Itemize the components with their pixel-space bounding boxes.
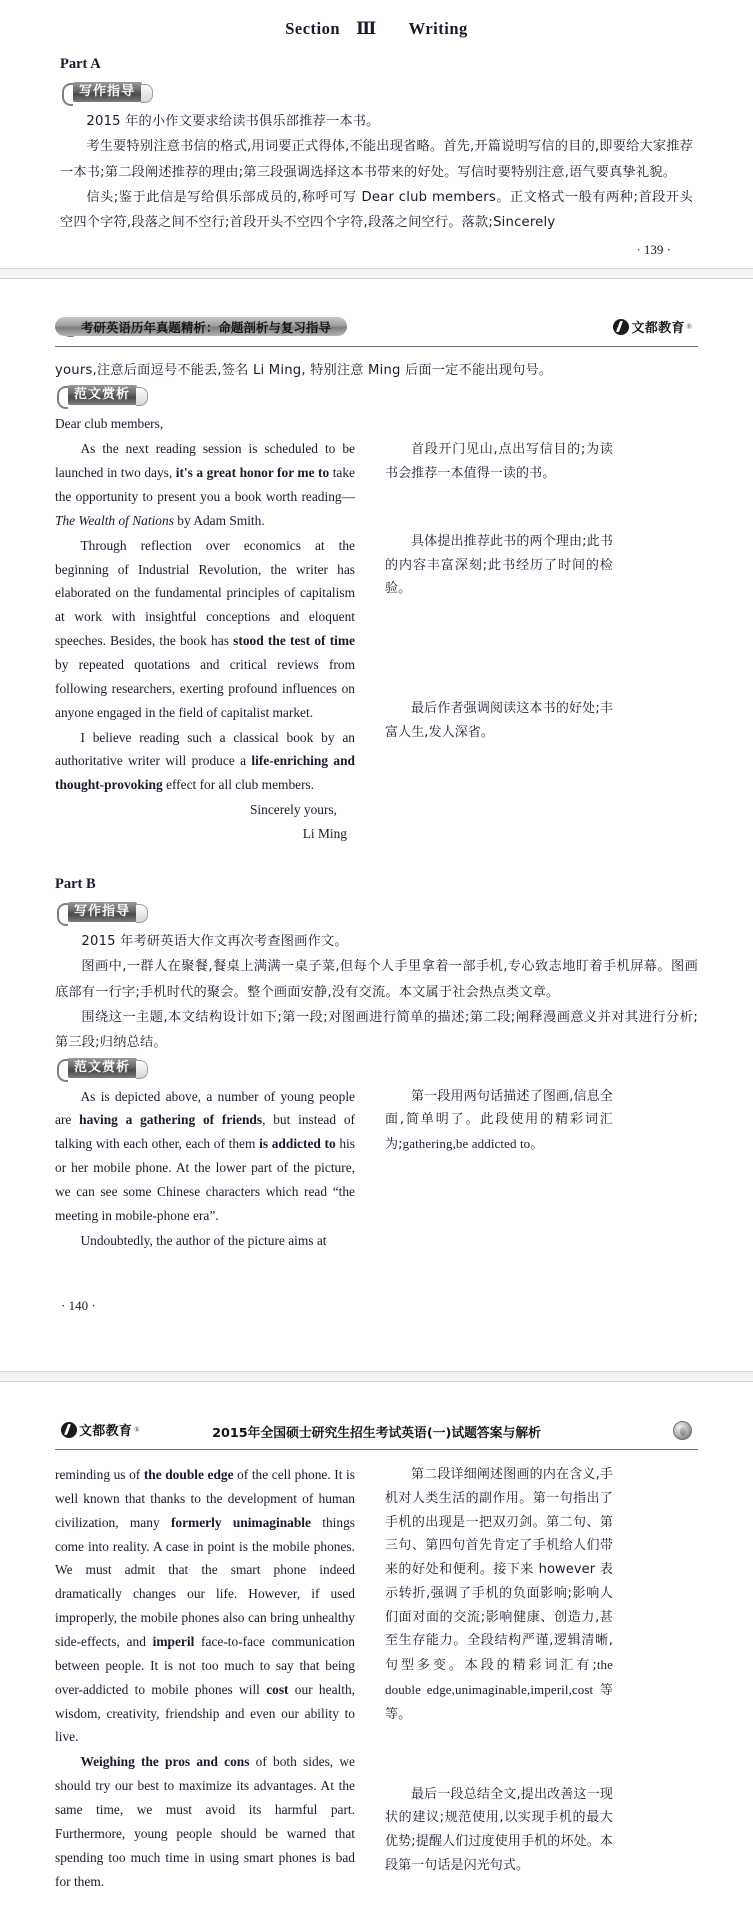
header-banner-label: 考研英语历年真题精析：命题剖析与复习指导	[81, 320, 331, 335]
annotation-column	[385, 412, 613, 744]
emphasis-bold: it's a great honor for me to	[175, 465, 330, 481]
text-run: face-to-face communication between people. It is not too much to say that being over-addicted to mobile phones will	[55, 1634, 355, 1697]
header-banner	[55, 317, 347, 336]
annotation-cn-text: 第二段详细阐述图画的内在含义,手机对人类生活的副作用。第一句指出了手机的出现是一把双刃剑。第二句、第三句、第四句首先肯定了手机给人们带来的好处和便利。接下来 however 表示转折,强调了手机的负面影响;影响人们面对面的交流;影响健康、创造力,甚至生存能力。全段结构严谨,逻辑清晰,句型多变。本段的精彩词汇有;	[385, 1467, 613, 1674]
text-run: his or her mobile phone. At the lower part of the picture, we can see some Chinese characters which read “the meeting in mobile-phone era”.	[55, 1136, 355, 1223]
continued-line: yours,注意后面逗号不能丢,签名 Li Ming, 特别注意 Ming 后面一定不能出现句号。	[55, 363, 553, 378]
section-title-right: Writing	[408, 19, 468, 38]
pill-cap-icon	[136, 387, 148, 406]
essay-paragraph	[55, 1750, 355, 1893]
pill-hook-icon	[57, 903, 68, 926]
emphasis-bold: cost	[266, 1681, 289, 1697]
emphasis-bold: formerly unimaginable	[170, 1514, 311, 1530]
pill-cap-icon	[136, 1060, 148, 1079]
letter-closing: Sincerely yours,	[249, 802, 337, 818]
pill-hook-icon	[62, 83, 73, 106]
brand-name: 文都教育	[631, 321, 685, 336]
essay-column	[55, 412, 355, 845]
guide-paragraph: 考生要特别注意书信的格式,用词要正式得体,不能出现省略。首先,开篇说明写信的目的,即要给大家推荐一本书;第二段阐述推荐的理由;第三段强调选择这本书带来的好处。写信时要特别注意,语气要真挚礼貌。	[60, 139, 694, 180]
tag-writing-guide-label: 写作指导	[68, 902, 137, 922]
page-title	[60, 0, 693, 39]
text-run: As the next reading session is scheduled to be launched in two days,	[55, 441, 355, 481]
text-run: Undoubtedly, the author of the picture aims at	[80, 1232, 327, 1248]
wendu-logo-icon	[613, 319, 629, 335]
tag-model-essay	[57, 385, 148, 405]
section-title-numeral: Ⅲ	[356, 19, 377, 38]
registered-mark: ®	[686, 322, 692, 331]
tag-writing-guide	[57, 902, 148, 922]
tag-model-essay-label: 范文赏析	[68, 385, 137, 405]
letter-signature: Li Ming	[302, 825, 347, 841]
annotation-en-terms: the double edge,unimaginable,imperil,cost	[385, 1657, 613, 1698]
text-run: by Adam Smith.	[173, 512, 265, 528]
guide-paragraph: 信头;鉴于此信是写给俱乐部成员的,称呼可写 Dear club members。正文格式一般有两种;首段开头空四个字符,段落之间不空行;首段开头不空四个字符,段落之间空行。落款;Sincerely	[60, 190, 693, 231]
annotation-cn-end: 。	[530, 1137, 544, 1153]
page-separator	[0, 1371, 753, 1382]
pill-hook-icon	[57, 1059, 68, 1082]
essay-paragraph	[55, 534, 355, 725]
emphasis-bold: imperil	[152, 1634, 195, 1650]
emphasis-italic: The Wealth of Nations	[55, 512, 174, 528]
tag-model-essay-label: 范文赏析	[68, 1058, 137, 1078]
annotation-cn-text: 第一段用两句话描述了图画,信息全面,简单明了。此段使用的精彩词汇为;	[385, 1088, 613, 1153]
part-b-heading: Part B	[55, 875, 96, 892]
text-run: things come into reality. A case in point is the mobile phones. We must admit that the smart phone indeed dramatically changes our life. However, if used improperly, the mobile phones also can bring unhealthy side-effects, and	[55, 1514, 355, 1650]
annotation	[385, 1085, 613, 1157]
guide-paragraph: 2015 年考研英语大作文再次考查图画作文。	[81, 933, 348, 949]
text-run: reminding us of	[55, 1467, 144, 1482]
essay-column	[55, 1463, 355, 1894]
pill-hook-icon	[57, 386, 68, 409]
emphasis-bold: the double edge	[143, 1467, 234, 1482]
essay-paragraph	[55, 726, 355, 798]
page-3	[0, 1382, 753, 1921]
text-run: As is depicted above, a number of young people are	[55, 1088, 355, 1128]
text-run: , but instead of talking with each other, each of them	[55, 1112, 355, 1152]
medal-icon	[673, 1421, 692, 1440]
annotation-cn-end: 等等。	[385, 1683, 613, 1722]
guide-paragraph: 2015 年的小作文要求给读书俱乐部推荐一本书。	[86, 114, 380, 129]
annotation	[385, 1463, 613, 1727]
page-2	[0, 279, 753, 1371]
tag-model-essay	[57, 1058, 148, 1078]
section-title-left: Section	[285, 19, 341, 38]
annotation-en-terms: gathering,be addicted to	[402, 1136, 531, 1152]
essay-with-annotations	[55, 412, 698, 845]
brand-name: 文都教育	[79, 1424, 133, 1439]
annotation: 最后一段总结全文,提出改善这一现状的建议;规范使用,以实现手机的最大优势;提醒人们过度使用手机的坏处。本段第一句话是闪光句式。	[385, 1786, 613, 1873]
page-number: · 139 ·	[636, 241, 671, 257]
guide-paragraph: 围绕这一主题,本文结构设计如下;第一段;对图画进行简单的描述;第二段;阐释漫画意义并对其进行分析;第三段;归纳总结。	[55, 1009, 698, 1051]
emphasis-bold: is addicted to	[259, 1136, 336, 1152]
text-run: our health, wisdom, creativity, friendship and even our ability to live.	[55, 1681, 355, 1745]
text-run: of both sides, we should try our best to maximize its advantages. At the same time, we must avoid its harmful part. Furthermore, young people should be warned that spending too much time in using smart phones is bad for them.	[55, 1754, 355, 1889]
emphasis-bold: having a gathering of friends	[79, 1112, 263, 1128]
pill-cap-icon	[141, 84, 153, 103]
annotation: 最后作者强调阅读这本书的好处;丰富人生,发人深省。	[385, 701, 613, 741]
tag-writing-guide-label: 写作指导	[73, 82, 142, 102]
essay-with-annotations	[55, 1463, 698, 1894]
guide-paragraph: 图画中,一群人在聚餐,餐桌上满满一桌子菜,但每个人手里拿着一部手机,专心致志地盯着手机屏幕。图画底部有一行字;手机时代的聚会。整个画面安静,没有交流。本文属于社会热点类文章。	[55, 959, 698, 1000]
essay-paragraph	[55, 1085, 355, 1228]
letter-salutation: Dear club members,	[55, 416, 164, 432]
text-run: Through reflection over economics at the beginning of Industrial Revolution, the writer has elaborated on the fundamental principles of capitalism at work with insightful conceptions and eloquent speeches. Besides, the book has	[55, 537, 355, 649]
essay-column	[55, 1085, 355, 1254]
page-1	[0, 0, 753, 268]
registered-mark: ®	[134, 1425, 140, 1434]
annotation: 首段开门见山,点出写信目的;为读书会推荐一本值得一读的书。	[385, 442, 613, 482]
annotation-column	[385, 1463, 613, 1878]
emphasis-bold: life-enriching and thought-provoking	[55, 753, 355, 793]
page-number: · 140 ·	[61, 1297, 96, 1313]
annotation-column	[385, 1085, 613, 1157]
tag-writing-guide	[62, 82, 153, 102]
running-header	[55, 317, 698, 347]
emphasis-bold: stood the test of time	[233, 633, 355, 649]
pill-cap-icon	[136, 904, 148, 923]
part-a-heading: Part A	[60, 56, 101, 72]
running-header	[55, 1420, 698, 1450]
essay-with-annotations	[55, 1085, 698, 1254]
text-run: effect for all club members.	[162, 777, 315, 793]
emphasis-bold: Weighing the pros and cons	[80, 1754, 250, 1770]
essay-paragraph	[55, 1463, 355, 1749]
text-run: I believe reading such a classical book by an authoritative writer will produce a	[55, 729, 355, 769]
essay-paragraph	[55, 1229, 355, 1253]
text-run: by repeated quotations and critical reviews from following researchers, exerting profound influences on anyone engaged in the field of capitalist market.	[55, 656, 355, 720]
text-run: of the cell phone. It is well known that thanks to the development of human civilization, many	[55, 1467, 355, 1530]
annotation: 具体提出推荐此书的两个理由;此书的内容丰富深刻;此书经历了时间的检验。	[385, 533, 613, 597]
essay-paragraph	[55, 437, 355, 532]
brand-logo	[613, 317, 692, 336]
text-run: take the opportunity to present you a book worth reading—	[55, 465, 355, 504]
header-title: 2015年全国硕士研究生招生考试英语(一)试题答案与解析	[212, 1426, 541, 1441]
page-separator	[0, 268, 753, 279]
